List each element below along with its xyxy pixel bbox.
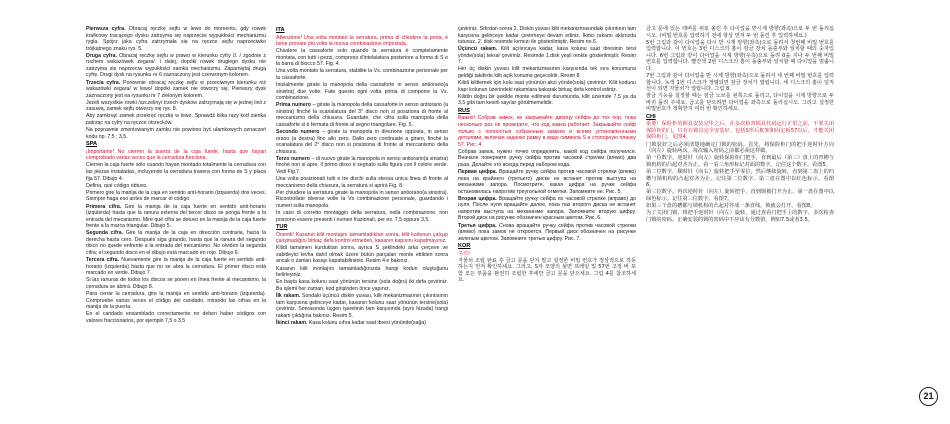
instruction-paragraph: [646, 169, 834, 189]
paragraph-text: Para cerrar la cerradura, gire la manija en sentido anti-horario (izquierda). Compruebe varias veces el código del candado, mirando las cifras en la manija de la puerta.: [86, 291, 268, 311]
step-lead: Secondo numero: [276, 129, 320, 136]
paragraph-text: Obracaj ręczkę sejfu w lewo do momentu, gdy rowek kraficowy tracącego dysku zatrzyma się naprzeciw wypukłości mechanizmu ryglа. Spójrz jaka cyfra zatrzymała się na ręczce sejfu naprzeciwko trójkątnego znaku rys. 5.: [86, 26, 268, 52]
paragraph-text: Sondaki üçüncü diskin yuvası, kilit mekanizmasının çıkıntısının tam karşısına gelinceye kadar, kasanın kolunu saat yönünün tersine(sola) çeviriniz. Sonrasında üçgen işaretinin tam karşısında (aynı hizada) hangi rakam çıktığına bakınız. Resim 5.: [276, 292, 450, 319]
paragraph-text: Kilidi tamamen kurduktan sonra, ayrıca S şeklindeki arka çerçeve ve sabitleyici levha dahil olmak üzere bütün parçaları monte ettikten sonra ancak o zaman kasayı kapatabilirsiniz. Resim 4 e bakınız.: [276, 245, 450, 265]
instruction-paragraph: [276, 82, 448, 102]
paragraph-text: 门锁装好之后必须清楚地确定门锁的密码。首先，将保险柜门的把手逆时针方向（向左）旋转两次。每次输入密码之前都必须这样做。: [646, 141, 834, 155]
instruction-paragraph: [86, 204, 266, 230]
instruction-paragraph: [458, 223, 636, 243]
instruction-paragraph: [646, 203, 834, 210]
paragraph-text: Obracaj ręczkę sejfu w prawo w kierunku cyfry 0. / zgodnie z ruchem wskazówek zegara/. i dalej, dopóki rowek drugiego dysku nie zatrzyma się naprzeciw wypukłości zamka mechanizmu. Zapamiętaj drugą cyfrę. Drugi dysk na rysunku nr 6 zaznaczony jest czerwonym kolorem.: [86, 52, 268, 79]
instruction-paragraph: [458, 258, 636, 284]
instruction-paragraph: [276, 190, 448, 210]
paragraph-text: Вращайте ручку сейфа против часовой стрелки (влево) пока на крайнего (третьего) диске не встанет против выступа на механизме запора. Посмотрите, какая цифра на ручке сейфа остановилась напротив треугольной отметки. Запомните ее. Рис. 5.: [458, 169, 638, 195]
paragraph-text: Kilidi kilitlemek için kolu saat yönünün aksi yönde(sola) çeviriniz. Kilit kodunu kapı kolunun üzerindeki rakamlara bakarak birkaç defa kontrol ediniz.: [458, 80, 638, 93]
step-lead: Trzecia cyfra.: [86, 79, 121, 86]
paragraph-text: Вращайте ручку сейфа по часовой стрелке (вправо) до нуля. После нуля вращайте далее, пока паз второго диска не встанет напротив выступа на механизме запора. Запомните вторую цифру. Второй диск на рисунке обозначен красным цветом. Рис. 6.: [458, 195, 638, 222]
instruction-paragraph: [458, 26, 636, 46]
warning-paragraph: [458, 115, 636, 148]
instruction-paragraph: [646, 210, 834, 223]
paragraph-text: Inizialmente girate la manopola della cassaforte in senso antiorario(a sinistra) due volte. Fate questo ogni volta prima di comporre la Vs. combinazione.: [276, 82, 450, 102]
instruction-paragraph: [646, 73, 834, 93]
paragraph-text: Важно! Собрав замок, не закрывайте дверцу сейфа до тех пор, пока несколько раз не проверите, что код замка работает. Закрывайте сейф только с полностью собранным замком и всеми установленными деталями, включая заднюю рамку в виде символа S и стопорную планку 57. Рис. 4.: [458, 115, 638, 148]
paragraph-text: Aby zamknąć zamek przekręć ręczkę w lewo. Sprawdź kilka razy kod zamka patrząc na cyfry na ręczce otrzecków.: [86, 113, 268, 127]
instruction-paragraph: [276, 48, 448, 68]
paragraph-text: Önemli! Kasanın kilit montajını tamamladıktan sonra, kilit kodunun çalışıp çalışmadığını birkaç defa kontrol etmeden, kasanın kapısını kapatmayınız.: [276, 231, 450, 245]
instruction-paragraph: [276, 293, 448, 319]
instruction-paragraph: [458, 46, 636, 66]
warning-paragraph: [276, 35, 448, 48]
instruction-paragraph: [86, 53, 266, 79]
instruction-paragraph: [86, 127, 266, 140]
instruction-paragraph: [86, 183, 266, 190]
step-lead: Terzo numero: [276, 155, 310, 162]
step-lead: Primera cifra.: [86, 203, 122, 210]
paragraph-text: Una volta montato la serratura, stabilite la Vs. combinazione personale per la cassaforte.: [276, 68, 450, 81]
step-lead: Pierwsza cyfra.: [86, 26, 126, 32]
paragraph-text: In caso di corretto montaggio della serratura, nella combinazione, non possono essere presenti i numeri frazionali, per es. 7,5 oppure 3,5.: [276, 210, 450, 223]
instruction-paragraph: [276, 210, 448, 223]
step-lead: Tercera cifra.: [86, 257, 119, 264]
step-lead: Первая цифра.: [458, 169, 498, 175]
paragraph-text: 주의!: [458, 250, 471, 257]
paragraph-text: 重要！保险柜的锁具安装完毕之后，在多次检查锁具代码运行正常之前，不要关闭保险柜的门。只有在锁具完全安装好、包括S形后框架和固定板57以后，才能关闭保险柜门。见图4。: [646, 121, 834, 141]
instruction-paragraph: [86, 311, 266, 324]
instruction-paragraph: [646, 155, 834, 168]
step-lead: Üçüncü rakam.: [458, 46, 498, 53]
step-lead: Prima numero: [276, 102, 311, 109]
paragraph-text: En el candado ensamblado correctamente no deben haber códigos con valores fraccionarios, por ejemplo 7,5 o 3,5: [86, 311, 268, 324]
language-section-heading: KOR: [458, 243, 471, 250]
paragraph-text: Si las ranuras de todos los discos se ponen en línea frente al mecanismo, la cerradura se abrirá. Dibujo 8.: [86, 277, 268, 290]
paragraph-text: çeviriniz. Sıfırdan sonra 2. Diskin yuvası kilit mekanizmasındaki çıkıntının tam karşısına gelinceye kadar çevirmeye devam ediniz. İkinci rakamı aklınızda tutunuz. 2. disk resimde kırmızı ile gösterilmiştir. Resim no.6.: [458, 26, 638, 46]
instruction-paragraph: [86, 257, 266, 277]
paragraph-text: Собрав замок, нужно точно определить, какой код сейфа получился. Вначале поверните ручку сейфа против часовой стрелки (влево) два раза. Делайте это всегда перед набором кода.: [458, 148, 638, 168]
paragraph-text: Ponownie obracaj ręczkę sejfu w przeciwnym kierunku niż wskazówki zegara/ w lewo/ dopóki zamek nie otworzy się. Pierwszy dysk zaznaczony jest na rysunku nr 7 zielonym kolorem.: [86, 79, 268, 99]
paragraph-text: Attenzione! Una volta montato la serratura, prima di chiudere la porta, è bene provare più volte la nuova combinazione impostata.: [276, 34, 450, 48]
instruction-paragraph: [276, 245, 448, 265]
paragraph-text: Kilidin doğru bir şekilde monte edilmesi durumunda, kilit üzerinde 7,5 ya da 3,5 gibi tam kesirli sayılar görülmemelidir.: [458, 93, 638, 107]
paragraph-text: Kasa kolunu sıfıra kadar saat ibresi yönünde(sağa): [307, 319, 426, 326]
instruction-paragraph: [458, 80, 636, 93]
instruction-paragraph: [458, 66, 636, 79]
paragraph-text: 如果三个盘的槽都与锁机构的凸起对齐成一条直线，锁就会打开。看图8。: [646, 202, 816, 209]
instruction-paragraph: [646, 40, 834, 73]
paragraph-text: – girate la manopola in direzione opposta, in senso orario (a destra) fino allo zero. Dallo zero continuate a girare, finché la scanalatura del 2° disco non si posiziona di fronte al meccanismo della chiusura.: [276, 129, 450, 155]
step-lead: Третья цифра.: [458, 222, 497, 229]
paragraph-text: En başta kasa kolunu saat yönünün tersine (sola doğru) iki defa çeviriniz. Bu işlemi her zaman, kod girişinden önce yapınız.: [276, 279, 450, 292]
instruction-paragraph: [86, 277, 266, 290]
instruction-paragraph: [458, 196, 636, 222]
language-section-heading: ITA: [276, 27, 285, 33]
paragraph-text: – girate la manopola della cassaforte in senso antiorario (a sinistra) finché la scanalatura del 3° disco non si posiziona di fronte al meccanismo della chiusura. Guardate, che cifra sulla manopola della cassaforte si è fermata di fronte al segno triangolare. Fig. 5.: [276, 102, 450, 128]
paragraph-text: Defina, qué código obtuvo.: [86, 182, 148, 189]
paragraph-text: 잠금 기능을 설정할 때는 잠금 노브를 왼쪽으로 돌리고, 다이얼을 시계 방향으로 두 바퀴 돌려 주세요. 금고를 닫으려면 다이얼을 좌측으로 돌리십시오. 그리고 설정한 비밀번호가 정확한지 여러 번 확인하세요.: [646, 93, 836, 113]
paragraph-text: 第一位数字。逆时针（向左）旋转保险柜门把手，直到最后（第三）盘上的凹槽与锁机构的凸起对齐为止。看一看三角形标记对面的数字。记住这个数字。看图5。: [646, 155, 834, 168]
paragraph-text: Gire la manija de la caja en dirección contraria, hacia la derecha hasta cero. Después siga girando, hasta que la ranura del segundo disco no quede enfrente a la entrada del mecanismo. No olviden la segunda cifra; el segundo disco en el dibujo está marcado en rojo. Dibujo 6.: [86, 230, 268, 256]
paragraph-text: Primero gire la manija de la caja en sentido anti-horario (izquierda) dos veces. Siempre haga eso antes de marcar el código: [86, 189, 268, 203]
page-number-badge: 21: [919, 387, 938, 406]
paragraph-text: 第三位数字。再次逆时针（向左）旋转把手，直到锁被打开为止。第一盘在图中以绿色标示。记住第三位数字。看图7。: [646, 189, 834, 202]
text-column-2: [276, 26, 448, 424]
language-section-heading: RUS: [458, 107, 470, 114]
instruction-paragraph: [646, 93, 834, 113]
step-lead: İkinci rakam.: [276, 319, 308, 326]
paragraph-text: Na poprawnie zmontowanym zamku nie powinno być ułamkowych oznaczeń kodu np. 7,5 ; 3,5.: [86, 127, 268, 140]
paragraph-text: ¡Importante! No cierren la puerta de la caja fuerte, hasta que hayan comprobado varias veces que la cerradura funciona.: [86, 148, 268, 162]
paragraph-text: Her üç diskin yuvası kilit mekanizmasının karşısında tek sıra konumuna geldiği takdirde kilit açık konuma geçecektir. Resim 8.: [458, 66, 638, 80]
instruction-paragraph: [86, 113, 266, 126]
instruction-paragraph: [458, 169, 636, 195]
paragraph-text: Cierren la caja fuerte sólo cuando hayan montado totalmente la cerradura con las piezas instaladas, incluyendo la cerradura trasera con forma de S y placa fija 57. Dibujo 4.: [86, 162, 268, 182]
instruction-paragraph: [276, 129, 448, 155]
paragraph-text: Kasanın kilit montajını tamamladığınızda hangi kodun oluştuğunu belirleyiniz.: [276, 265, 450, 279]
paragraph-text: Снова вращайте ручку сейфа против часовой стрелки (влево) пока замок не откроется. Первый диск обозначен на рисунке зеленым цветом. Запомните третью цифру. Рис. 7.: [458, 222, 638, 242]
language-section-heading: TUR: [276, 224, 288, 231]
paragraph-text: Nuevamente gire la manija de la caja fuerte en sentido anti-horario (izquierda) hasta que no se abra la cerradura. El primer disco está marcado en verde. Dibujo 7.: [86, 257, 268, 277]
paragraph-text: – di nuovo girate la manopola in senso antiorario(a sinistra) finché non si apre. Il primo disco è segnato sulla figura con il colore verde. Vedi Fig.7.: [276, 155, 450, 175]
instruction-paragraph: [458, 149, 636, 169]
text-column-3: [458, 26, 636, 424]
paragraph-text: 7번 그림과 같이 다이얼을 반 시계 방향(좌측)으로 돌려서 세 번째 비밀 번호를 입력합니다. 녹색 1번 디스크가 정렬되면 잠금 장치가 열립니다. 세 디스크의 홈이 일직선이 되면 자물쇠가 열립니다. 그림 8.: [646, 73, 834, 93]
instruction-paragraph: [646, 189, 834, 202]
paragraph-text: 금고 문에 있는 레버를 위로 올린 후 다이얼을 반시계 방향(좌측)으로 두 번 돌리십시오. (비밀 번호를 입력하기 전에 항상 먼저 두 번 돌린 후 입력하세요.): [646, 26, 834, 39]
instruction-paragraph: [458, 94, 636, 107]
instruction-paragraph: [86, 100, 266, 113]
instruction-paragraph: [276, 102, 448, 128]
paragraph-text: 为了关闭门锁，将把手逆时针（向左）旋转。通过查看门把手上的数字，多次检查门锁的密码。正确安装的锁的密码中不应该有分数值，例如7.5或者3.5。: [646, 210, 834, 223]
paragraph-text: Jeżeli wszystkie rowki /szczeliny/ trzech dysków zatrzymają się w jednej linii z zasuwą, zamek sejfu otworzy się rys. 8.: [86, 99, 268, 113]
warning-paragraph: [458, 251, 636, 258]
instruction-paragraph: [276, 68, 448, 81]
warning-paragraph: [646, 121, 834, 141]
step-lead: Druga cyfra.: [86, 52, 117, 59]
paragraph-text: Kilit açılıncaya kadar, kasa kolunu saat ibresinin tersi yönde(sola) tekrar çeviriniz. Resimde 1.disk yeşil renkte gösterilmiştir. Resim 7.: [458, 46, 638, 66]
step-lead: Segunda cifra.: [86, 230, 124, 237]
instruction-paragraph: [276, 279, 448, 292]
instruction-paragraph: [276, 320, 448, 327]
instruction-paragraph: [86, 80, 266, 100]
text-column-4: [646, 26, 834, 424]
warning-paragraph: [86, 149, 266, 162]
paragraph-text: 5번 그림과 같이 다이얼을 다시 반 시계 방향(좌측)으로 돌려서 첫번째 비밀 번호를 입력합니다. 이 번호는 3번 디스크의 홈이 잠금 장치 돌출부와 일치할 때의 숫자입니다. 6번 그림과 같이 다이얼을 시계 방향(우측)으로 돌려 0을 지나 두 번째 비밀 번호를 입력합니다. 빨간색 2번 디스크의 홈이 돌출부와 일치할 때 다이얼을 멈춥니다.: [646, 39, 836, 72]
warning-paragraph: [276, 232, 448, 245]
step-lead: Вторая цифра.: [458, 195, 497, 202]
instruction-paragraph: [646, 26, 834, 39]
language-section-heading: CHI: [646, 113, 656, 120]
instruction-paragraph: [276, 156, 448, 176]
text-column-1: [86, 26, 266, 424]
language-section-heading: SPA: [86, 141, 98, 148]
paragraph-text: Chiudere la cassaforte solo quando la serratura è completamente montata, con tutti i pezzi, compreso d'intelaiatura posteriore a forma di S e la barra di blocco 57. Fig. 4.: [276, 48, 450, 68]
step-lead: İlk rakam.: [276, 292, 301, 299]
instruction-paragraph: [86, 190, 266, 203]
instruction-paragraph: [86, 291, 266, 311]
paragraph-text: Una volta posizionati tutti e tre dischi sulla stessa unica linea di fronte al meccanismo della chiusura, la serratura si aprirà Fig. 8.: [276, 176, 450, 189]
paragraph-text: Per chiudere la serratura girate la manopola in senso antiorario(a sinistra). Ricontrollate diverse volte la Vs combinazione personale, guardando i numeri sulla manopola.: [276, 189, 450, 209]
instruction-paragraph: [646, 142, 834, 155]
instruction-paragraph: [86, 230, 266, 256]
paragraph-text: 자물쇠 조립 완료 후 금고 문을 닫지 말고 설정한 비밀 번호가 정상적으로 작동하는지 먼저 확인하세요. 그리고, S자 모양의 뒷면 프레임 및 57번 고정 바 포함 모든 부품을 완전히 조립한 후에만 금고 문을 닫으세요. 그림 4를 참조하세요.: [458, 257, 636, 284]
paragraph-text: Gire la manija de la caja fuerte en sentido anti-horario (izquierda) hasta que la ranura externa del tercer disco se ponga frente a la entrada del mecanismo. Mire qué cifra se detuvo en la manija de la caja fuerte frente a la marca triangular. Dibujo 5.: [86, 203, 268, 230]
paragraph-text: 第二位数字。顺时针（向右）旋转把手至零位，然后继续旋转，直到第二盘上的凹槽与锁机构的凸起对齐为止。记住第二位数字。第二盘在图中以红色标示。看图6。: [646, 169, 834, 189]
instruction-paragraph: [86, 26, 266, 52]
instruction-paragraph: [86, 162, 266, 182]
instruction-paragraph: [276, 176, 448, 189]
instruction-paragraph: [276, 266, 448, 279]
